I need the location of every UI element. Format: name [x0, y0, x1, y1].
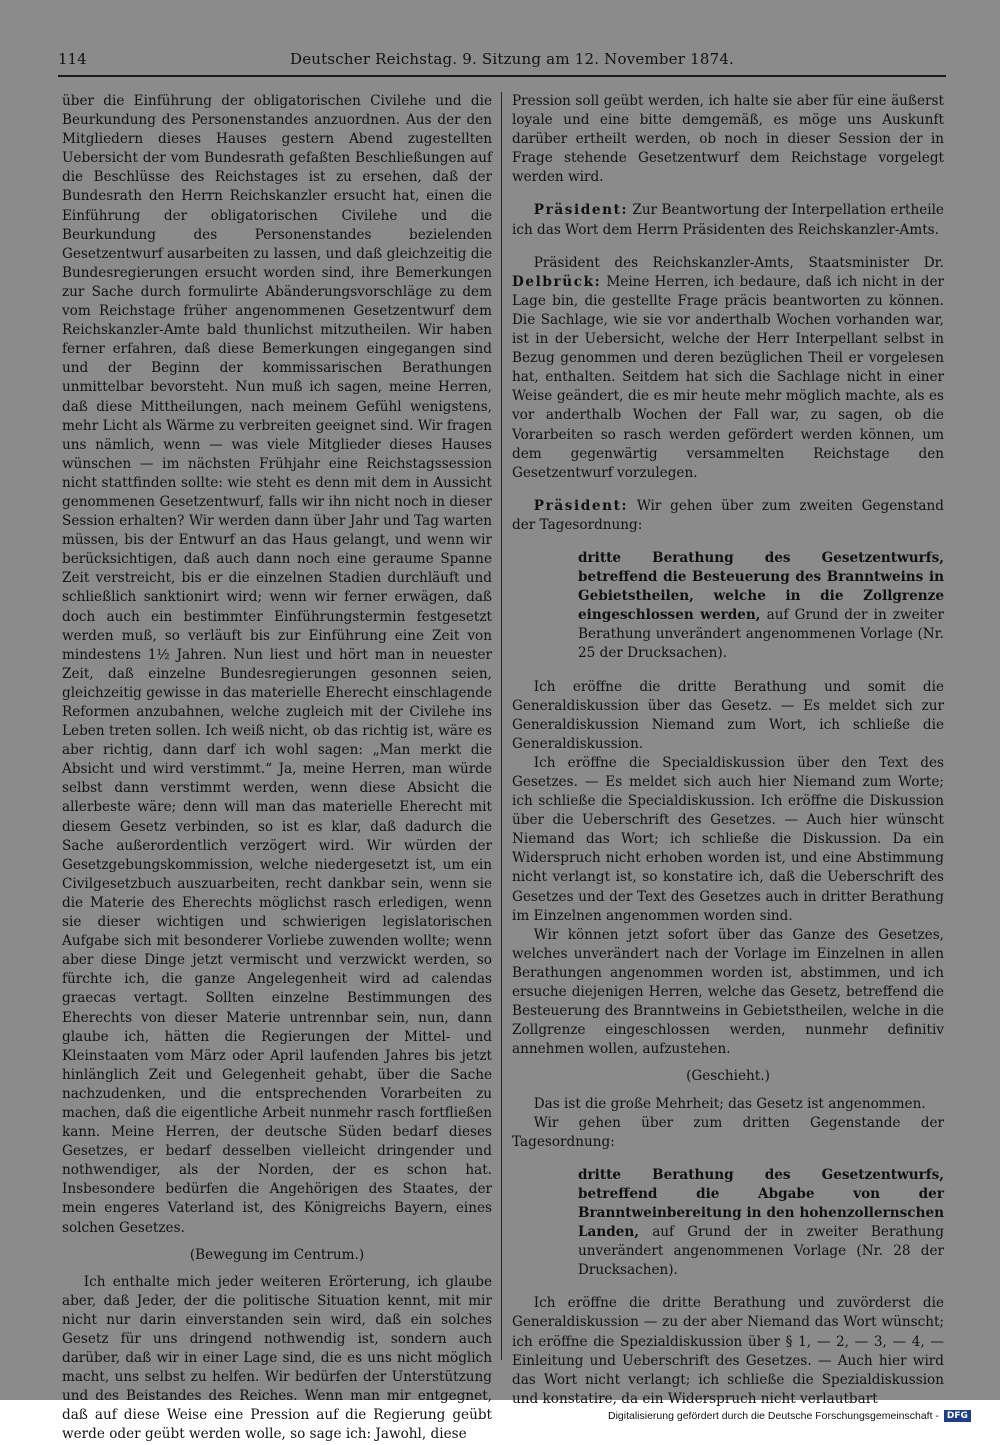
speech-text: Meine Herren, ich bedaure, daß ich nicht in der Lage bin, die gestellte Frage präcis beantworten zu können. Die Sachlage, wie sie vor anderthalb Wochen vorhanden war, ist in der Uebersicht, welche der Herr Interpellant selbst in Bezug genommen und deren bezüglichen Theil er vorgelesen hat, enthalten. Seitdem hat sich die Sachlage nicht in einer Weise geändert, die es mir heute mehr möglich machte, als es vor anderthalb Wochen der Fall war, zu sagen, ob die Vorarbeiten so rasch werden gefördert werden können, um dem gegenwärtig versammelten Reichstage den Gesetzentwurf vorzulegen.: [512, 273, 944, 481]
agenda-detail: auf Grund der in zweiter Berathung unverändert angenommenen Vorlage (Nr. 25 der Drucksachen).: [578, 607, 944, 662]
agenda-item-3: [578, 1166, 944, 1281]
column-divider: [501, 92, 502, 1360]
right-paragraph-9: Wir gehen über zum dritten Gegenstande der Tagesordnung:: [512, 1114, 944, 1150]
right-paragraph-7: Wir können jetzt sofort über das Ganze des Gesetzes, welches unverändert nach der Vorlage im Einzelnen in allen Berathungen angenommen worden ist, abstimmen, und ich ersuche diejenigen Herren, welche das Gesetz, betreffend die Besteuerung des Branntweins in Gebietstheilen, welche in die Zollgrenze eingeschlossen werden, nunmehr definitiv annehmen wollen, aufzustehen.: [512, 926, 944, 1058]
digitization-credit: [608, 1410, 971, 1422]
right-paragraph-2: [512, 201, 944, 239]
left-column: [62, 92, 492, 1445]
header-rule: [58, 75, 946, 77]
page-header: [58, 50, 946, 74]
dfg-logo: DFG: [944, 1410, 971, 1422]
speaker-intro: Präsident des Reichskanzler-Amts, Staatsminister Dr.: [533, 254, 944, 271]
speaker-delbrueck: Delbrück:: [512, 273, 602, 290]
right-paragraph-8: Das ist die große Mehrheit; das Gesetz ist angenommen.: [533, 1095, 926, 1112]
right-paragraph-6: Ich eröffne die Specialdiskussion über den Text des Gesetzes. — Es meldet sich auch hier Niemand zum Worte; ich schließe die Specialdiskussion. Ich eröffne die Diskussion über die Ueberschrift des Gesetzes. — Auch hier wünscht Niemand das Wort; ich schließe die Diskussion. Da ein Widerspruch nicht erhoben worden ist, und eine Abstimmung nicht verlangt ist, so konstatire ich, daß die Ueberschrift des Gesetzes und der Text des Gesetzes auch in dritter Berathung im Einzelnen angenommen worden sind.: [512, 754, 944, 924]
speaker-praesident: Präsident:: [533, 202, 629, 219]
speech-text: Wir gehen über zum zweiten Gegenstand der Tagesordnung:: [512, 497, 944, 533]
right-paragraph-5: Ich eröffne die dritte Berathung und somit die Generaldiskussion über das Gesetz. — Es meldet sich zur Generaldiskussion Niemand zum Wort, ich schließe die Generaldiskussion.: [512, 678, 944, 752]
running-title: Deutscher Reichstag. 9. Sitzung am 12. November 1874.: [290, 50, 735, 68]
page-number: 114: [58, 50, 87, 68]
right-paragraph-4: [512, 497, 944, 535]
right-paragraph-1: Pression soll geübt werden, ich halte sie aber für eine äußerst loyale und eine bitte demgemäß, es möge uns Auskunft darüber ertheilt werden, ob noch in dieser Session der in Frage stehende Gesetzentwurf dem Reichstage vorgelegt werden wird.: [512, 93, 944, 186]
speaker-praesident: Präsident:: [533, 497, 629, 514]
agenda-item-2: [578, 549, 944, 664]
stage-direction-bewegung: (Bewegung im Centrum.): [189, 1246, 365, 1263]
speech-text: Zur Beantwortung der Interpellation ertheile ich das Wort dem Herrn Präsidenten des Reichskanzler-Amts.: [512, 202, 944, 238]
agenda-title: dritte Berathung des Gesetzentwurfs, betreffend die Besteuerung des Branntweins in Gebietstheilen, welche in die Zollgrenze eingeschlossen werden,: [578, 549, 944, 624]
left-paragraph-1: über die Einführung der obligatorischen Civilehe und die Beurkundung des Personenstandes anzuordnen. Aus der den Mitgliedern dieses Hauses gestern Abend zugestellten Uebersicht der vom Bundesrath gefaßten Beschließungen auf die Beschlüsse des Reichstages ist zu ersehen, daß der Bundesrath den Herrn Reichskanzler ersucht hat, einen die Einführung der obligatorischen Civilehe und die Beurkundung des Personenstandes bezielenden Gesetzentwurf ausarbeiten zu lassen, und daß gleichzeitig die Bundesregierungen ersucht worden sind, ihre Bemerkungen zur Sache durch formulirte Abänderungsvorschläge zu dem vom Reichstage früher angenommenen Gesetzentwurf dem Reichskanzler-Amte bald thunlichst mitzutheilen. Wir haben ferner erfahren, daß diese Bemerkungen eingegangen sind und der Beginn der kommissarischen Berathungen unmittelbar bevorsteht. Nun muß ich sagen, meine Herren, daß diese Mittheilungen, nach meinem Gefühl wenigstens, mehr Licht als Wärme zu verbreiten geeignet sind. Wir fragen uns nämlich, wenn — was viele Mitglieder dieses Hauses wünschen — im nächsten Frühjahr eine Reichstagssession nicht stattfinden sollte: wie steht es denn mit dem in Aussicht genommenen Gesetzentwurf, falls wir ihn nicht noch in dieser Session erhalten? Wir werden dann über Jahr und Tag warten müssen, bis der Entwurf an das Haus gelangt, und wenn wir berücksichtigen, daß auch dann noch eine geraume Spanne Zeit verstreicht, bis er die einzelnen Stadien durchläuft und schließlich sanktionirt wird; wenn wir ferner erwägen, daß doch auch ein bestimmter Einführungstermin festgesetzt werden muß, so verläuft bis zur Einführung eine Zeit von mindestens 1½ Jahren. Nun liest und hört man in neuester Zeit, daß einzelne Bundesregierungen gesonnen seien, gleichzeitig gewisse in das materielle Eherecht einschlagende Reformen anzubahnen, welche zugleich mit der Civilehe ins Leben treten sollen. Ich weiß nicht, ob das richtig ist, wäre es aber richtig, dann darf ich wohl sagen: „Man merkt die Absicht und wird verstimmt.“ Ja, meine Herren, man würde selbst dann verstimmt werden, wenn diese Absicht die allerbeste wäre; denn will man das materielle Eherecht mit diesem Gesetz verbinden, so ist es klar, daß dadurch die Sache außerordentlich verzögert wird. Wir würden der Gesetzgebungskommission, welche niedergesetzt ist, um ein Civilgesetzbuch auszuarbeiten, recht dankbar sein, wenn sie die Materie des Eherechts möglichst rasch erledigen, wenn sie dieser wichtigen und schwierigen legislatorischen Aufgabe sich mit besonderer Vorliebe zuwenden wollte; wenn aber diese Dinge jetzt vermischt und verzwickt werden, so fürchte ich, die ganze Angelegenheit wird ad calendas graecas vertagt. Sollten einzelne Bestimmungen des Eherechts von dieser Materie untrennbar sein, nun, dann glaube ich, hätten die Regierungen der Mittel- und Kleinstaaten vom März oder April laufenden Jahres bis jetzt hinlänglich Zeit und Gelegenheit gehabt, über die Sache nachzudenken, und die entsprechenden Vorarbeiten zu machen, daß die eigentliche Arbeit nunmehr rasch fortfließen kann. Meine Herren, der deutsche Süden bedarf dieses Gesetzes, er bedarf desselben vielleicht dringender und nothwendiger, als der Norden, der es schon hat. Insbesondere bedürfen die Angehörigen des Staates, der mein engeres Vaterland ist, des Königreichs Bayern, eines solchen Gesetzes.: [62, 93, 492, 1236]
right-column: [512, 92, 944, 1409]
right-paragraph-10: Ich eröffne die dritte Berathung und zuvörderst die Generaldiskussion — zu der aber Niemand das Wort wünscht; ich eröffne die Spezialdiskussion über § 1, — 2, — 3, — 4, — Einleitung und Ueberschrift des Gesetzes. — Auch hier wird das Wort nicht verlangt; ich schließe die Spezialdiskussion und konstatire, da ein Widerspruch nicht verlautbart: [512, 1295, 944, 1407]
credit-text: Digitalisierung gefördert durch die Deutsche Forschungsgemeinschaft -: [608, 1410, 939, 1422]
agenda-title: dritte Berathung des Gesetzentwurfs, betreffend die Abgabe von der Branntweinbereitung in den hohenzollernschen Landen,: [578, 1166, 944, 1241]
agenda-detail: auf Grund der in zweiter Berathung unverändert angenommenen Vorlage (Nr. 28 der Drucksachen).: [578, 1224, 944, 1279]
left-paragraph-2: Ich enthalte mich jeder weiteren Erörterung, ich glaube aber, daß Jeder, der die politische Situation kennt, mit mir nicht nur darin einverstanden sein wird, daß ein solches Gesetz für uns dringend nothwendig ist, sondern auch darüber, daß wir in einer Lage sind, die es uns nicht möglich macht, uns selbst zu helfen. Wir bedürfen der Unterstützung und des Beistandes des Reiches. Wenn man mir entgegnet, daß auf diese Weise eine Pression auf die Regierung geübt werde oder geübt werden wolle, so sage ich: Jawohl, diese: [62, 1273, 492, 1443]
right-paragraph-3: [512, 254, 944, 483]
stage-direction-geschieht: (Geschieht.): [686, 1068, 770, 1085]
